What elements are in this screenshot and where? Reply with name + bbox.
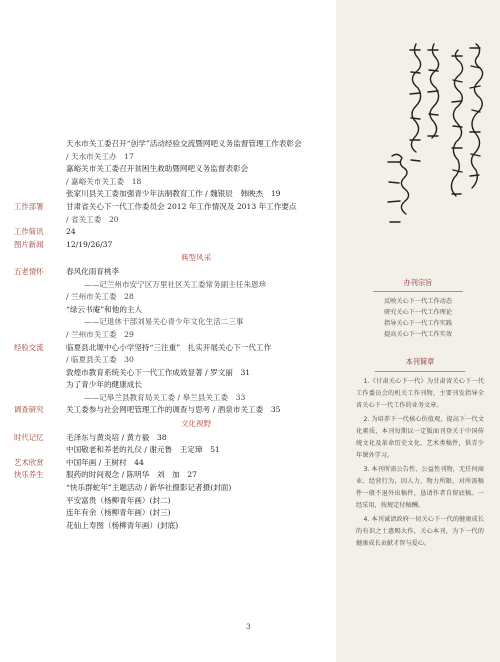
toc-byline: / 临夏县关工委 30 (66, 355, 134, 365)
toc-entry[interactable] (14, 469, 326, 482)
toc-category (14, 392, 66, 405)
toc-category (14, 214, 66, 227)
toc-entry[interactable] (14, 495, 326, 508)
calligraphy-inscription (372, 36, 492, 246)
toc-category (14, 482, 66, 495)
toc-title: 连年有余（杨柳青年画）(封三) (66, 508, 171, 518)
toc-entry[interactable] (14, 291, 326, 304)
toc-title: “绿云书庵”和他的主人 (66, 304, 143, 314)
purpose-divider (373, 291, 463, 292)
toc-title: “快乐群蛇年”主题活动 / 新华社摄影记者摄(封面) (66, 483, 232, 493)
toc-entry[interactable] (14, 329, 326, 342)
toc-entry[interactable] (14, 214, 326, 227)
toc-category (14, 304, 66, 317)
section-heading: 文化视野 (180, 419, 212, 429)
purpose-item: 提高关心下一代工作实效 (383, 331, 453, 338)
toc-title: 为了青少年的健康成长 (66, 380, 142, 390)
purpose-section (350, 278, 486, 340)
toc-category (14, 367, 66, 380)
toc-title: 平安富贵（杨柳青年画）(封二) (66, 495, 171, 505)
toc-byline: ——记退休干部刘易关心青少年文化生活二三事 (84, 317, 244, 327)
toc-category (14, 507, 66, 520)
toc-entry[interactable] (14, 304, 326, 317)
toc-category (14, 444, 66, 457)
toc-category: 调查研究 (14, 405, 44, 415)
toc-byline: ——记兰州市安宁区万里社区关工委常务副主任朱恩珍 (84, 279, 267, 289)
toc-title: 天水市关工委召开“创学”活动经验交流暨网吧义务监督管理工作表彰会 (66, 139, 302, 148)
toc-byline: / 天水市关工办 17 (66, 151, 134, 161)
toc-title: 服药的时间观念 / 陈明华 刘 加 27 (66, 470, 197, 480)
toc-category (14, 151, 66, 164)
toc-entry[interactable] (14, 444, 326, 457)
purpose-title: 办刊宗旨 (403, 278, 433, 287)
tenet-paragraph: 1.《甘肃关心下一代》为甘肃省关心下一代工作委员会的机关工作刊物，主要刊发指导全省关心下一代工作的业务文章。 (356, 378, 484, 409)
toc-category: 五老情怀 (14, 266, 44, 276)
purpose-item: 指导关心下一代工作实践 (383, 320, 453, 327)
toc-category (14, 520, 66, 533)
toc-title: 中国年画 / 王树村 44 (66, 457, 144, 467)
toc-byline: / 兰州市关工委 28 (66, 292, 134, 302)
toc-entry[interactable] (14, 507, 326, 520)
toc-category (14, 291, 66, 304)
toc-entry[interactable] (14, 138, 326, 151)
page-number: 3 (246, 622, 251, 631)
toc-category (14, 176, 66, 189)
toc-entry[interactable] (14, 239, 326, 252)
toc-title: 24 (66, 227, 76, 237)
tenet-paragraph: 2. 为培养下一代核心价值观，提高下一代文化素质，本刊每期以一定版面刊登关于中国传统文化及革命历史文化、艺术类稿件，供青少年课外学习。 (356, 416, 484, 459)
toc-entry[interactable] (14, 163, 326, 176)
toc-category: 艺术欣赏 (14, 457, 44, 467)
toc-category (14, 279, 66, 292)
toc-entry[interactable] (14, 520, 326, 533)
toc-title: 春风化雨育桃李 (66, 266, 120, 276)
toc-category (14, 354, 66, 367)
tenets-title: 本刊简章 (405, 357, 435, 366)
purpose-item: 研究关心下一代工作理论 (383, 309, 453, 316)
toc-entry[interactable] (14, 367, 326, 380)
toc-category: 快乐养生 (14, 470, 44, 480)
toc-category: 时代记忆 (14, 432, 44, 442)
toc-entry[interactable] (14, 342, 326, 355)
tenet-paragraph: 4. 本刊诚请政府一切关心下一代的健康成长的有识之士惠赐大作，关心本刊，为下一代的健康成长贡献才智与爱心。 (356, 516, 484, 547)
calligraphy-graphic (372, 36, 492, 246)
tenets-section (356, 356, 484, 552)
tenets-divider (375, 371, 465, 372)
toc-category (14, 188, 66, 201)
toc-category: 图片新闻 (14, 239, 44, 249)
purpose-item: 反映关心下一代工作动态 (383, 298, 453, 305)
toc-category (14, 329, 66, 342)
toc-category: 经验交流 (14, 342, 44, 352)
toc-title: 嘉峪关市关工委召开贫困生救助暨网吧义务监督表彰会 (66, 164, 249, 174)
toc-entry[interactable] (14, 392, 326, 405)
toc-entry[interactable] (14, 482, 326, 495)
toc-title: 花仙上寿图（杨柳青年画）(封底) (66, 520, 179, 530)
toc-entry[interactable] (14, 354, 326, 367)
toc-title: 甘肃省关心下一代工作委员会 2012 年工作情况及 2013 年工作要点 (66, 201, 297, 211)
toc-title: 临夏县北塬中心小学坚持“三注重” 扎实开展关心下一代工作 (66, 342, 272, 352)
toc-entry[interactable] (14, 432, 326, 445)
toc-category (14, 495, 66, 508)
toc-title: 中国敬老和养老的礼仪 / 谢元鲁 王定璋 51 (66, 445, 220, 455)
toc-title: 毛泽东与黄炎培 / 黄方毅 38 (66, 432, 167, 442)
toc-byline: / 嘉峪关市关工委 18 (66, 176, 142, 186)
toc-entry[interactable] (14, 176, 326, 189)
toc-entry[interactable] (14, 201, 326, 214)
toc-entry[interactable] (14, 279, 326, 292)
toc-title: 张家川县关工委加强青少年法制教育工作 / 魏银辰 韩映杰 19 (66, 189, 281, 199)
toc-title: 12/19/26/37 (66, 239, 113, 249)
toc-entry[interactable] (14, 151, 326, 164)
toc-entry[interactable] (14, 226, 326, 239)
toc-entry[interactable] (14, 404, 326, 417)
toc-title: 敦煌市教育系统关心下一代工作成效显著 / 罗文丽 31 (66, 367, 251, 377)
toc-category (14, 163, 66, 176)
toc-category (14, 138, 66, 151)
toc-category (14, 379, 66, 392)
toc-byline: ——记皋兰县教育局关工委 / 皋兰县关工委 33 (84, 392, 246, 402)
toc-byline: / 兰州市关工委 29 (66, 329, 134, 339)
toc-entry[interactable] (14, 188, 326, 201)
tenet-paragraph: 3. 本刊所需公告性、公益性刊物，无任何商业、经营行为，因人力、物力所限，对所需稿件一般不退外出稿件，恳请作者自留底稿。一经采用，按规定付稿酬。 (356, 466, 484, 509)
toc-category: 工作简讯 (14, 227, 44, 237)
toc-entry[interactable] (14, 266, 326, 279)
toc-category (14, 316, 66, 329)
toc-entry[interactable] (14, 457, 326, 470)
toc-title: 关工委参与社会网吧管理工作的调查与思考 / 酒泉市关工委 35 (66, 405, 281, 415)
section-heading: 典型风采 (180, 253, 212, 263)
toc-entry[interactable] (14, 316, 326, 329)
toc-category: 工作部署 (14, 201, 44, 211)
table-of-contents (14, 138, 326, 532)
toc-byline: / 省关工委 20 (66, 214, 119, 224)
toc-entry[interactable] (14, 379, 326, 392)
